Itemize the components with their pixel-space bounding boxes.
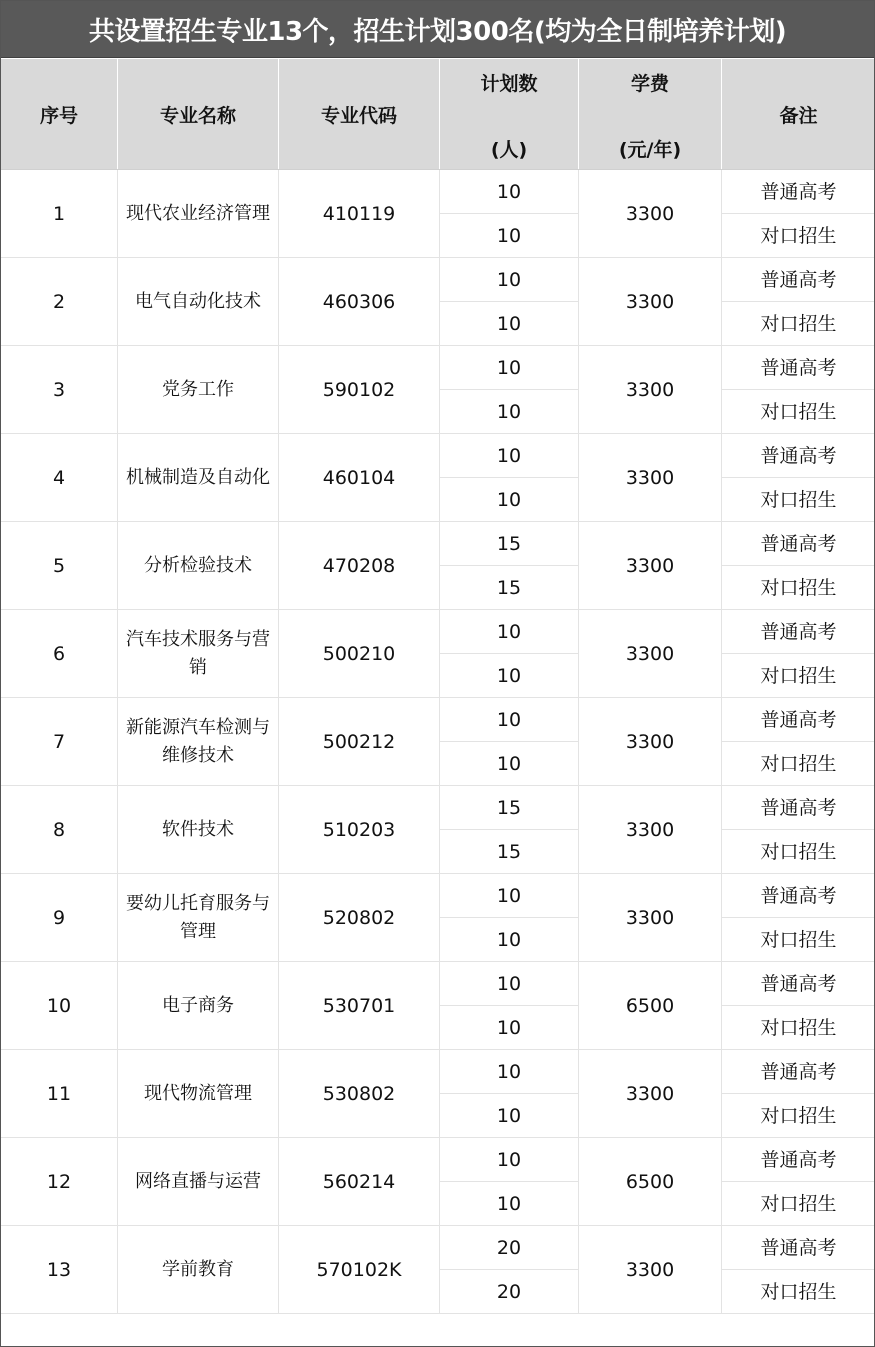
cell-major-code: 460306: [279, 258, 440, 346]
cell-note: 普通高考: [722, 434, 875, 478]
cell-major-name: 现代物流管理: [118, 1050, 279, 1138]
cell-major-code: 560214: [279, 1138, 440, 1226]
header-code: 专业代码: [279, 59, 440, 170]
cell-plan-count: 10: [440, 918, 579, 962]
cell-note: 对口招生: [722, 654, 875, 698]
cell-seq: 11: [1, 1050, 118, 1138]
cell-major-code: 410119: [279, 170, 440, 258]
cell-note: 对口招生: [722, 1182, 875, 1226]
cell-plan-count: 10: [440, 1182, 579, 1226]
cell-note: 对口招生: [722, 566, 875, 610]
cell-plan-count: 10: [440, 434, 579, 478]
cell-major-code: 530701: [279, 962, 440, 1050]
cell-note: 普通高考: [722, 258, 875, 302]
cell-note: 普通高考: [722, 786, 875, 830]
cell-note: 对口招生: [722, 1094, 875, 1138]
cell-major-code: 460104: [279, 434, 440, 522]
header-fee: [579, 59, 722, 170]
header-plan-line2: (人): [490, 139, 528, 161]
cell-seq: 1: [1, 170, 118, 258]
cell-note: 普通高考: [722, 698, 875, 742]
cell-tuition: 3300: [579, 258, 722, 346]
table-row: [1, 258, 875, 302]
cell-tuition: 3300: [579, 346, 722, 434]
table-row: [1, 786, 875, 830]
cell-plan-count: 10: [440, 1050, 579, 1094]
table-row: [1, 610, 875, 654]
table-row: [1, 170, 875, 214]
cell-plan-count: 20: [440, 1226, 579, 1270]
cell-plan-count: 10: [440, 390, 579, 434]
cell-note: 对口招生: [722, 390, 875, 434]
cell-plan-count: 15: [440, 566, 579, 610]
cell-note: 对口招生: [722, 478, 875, 522]
cell-plan-count: 10: [440, 214, 579, 258]
cell-tuition: 3300: [579, 434, 722, 522]
cell-major-name: 党务工作: [118, 346, 279, 434]
cell-major-name: 学前教育: [118, 1226, 279, 1314]
table-row: [1, 1226, 875, 1270]
cell-plan-count: 10: [440, 1138, 579, 1182]
cell-note: 普通高考: [722, 170, 875, 214]
cell-major-code: 590102: [279, 346, 440, 434]
page-title: 共设置招生专业13个，招生计划300名(均为全日制培养计划): [0, 0, 875, 58]
header-name: 专业名称: [118, 59, 279, 170]
cell-seq: 4: [1, 434, 118, 522]
table-row: [1, 962, 875, 1006]
cell-note: 普通高考: [722, 1138, 875, 1182]
cell-plan-count: 10: [440, 962, 579, 1006]
cell-note: 普通高考: [722, 874, 875, 918]
cell-seq: 3: [1, 346, 118, 434]
cell-major-code: 520802: [279, 874, 440, 962]
cell-major-code: 500210: [279, 610, 440, 698]
table-header: [1, 59, 875, 170]
cell-major-code: 500212: [279, 698, 440, 786]
cell-note: 对口招生: [722, 302, 875, 346]
table-row: [1, 346, 875, 390]
table-body: [1, 170, 875, 1314]
cell-plan-count: 10: [440, 874, 579, 918]
cell-plan-count: 10: [440, 1094, 579, 1138]
enrollment-table: [0, 58, 875, 1314]
cell-plan-count: 15: [440, 830, 579, 874]
cell-seq: 7: [1, 698, 118, 786]
table-row: [1, 1050, 875, 1094]
cell-major-name: 网络直播与运营: [118, 1138, 279, 1226]
cell-note: 普通高考: [722, 1226, 875, 1270]
header-note: 备注: [722, 59, 875, 170]
cell-tuition: 3300: [579, 522, 722, 610]
cell-plan-count: 10: [440, 698, 579, 742]
cell-note: 普通高考: [722, 610, 875, 654]
cell-note: 普通高考: [722, 346, 875, 390]
cell-seq: 9: [1, 874, 118, 962]
table-row: [1, 1138, 875, 1182]
header-seq: 序号: [1, 59, 118, 170]
cell-tuition: 6500: [579, 962, 722, 1050]
cell-plan-count: 10: [440, 258, 579, 302]
cell-major-code: 530802: [279, 1050, 440, 1138]
cell-major-code: 510203: [279, 786, 440, 874]
cell-plan-count: 20: [440, 1270, 579, 1314]
cell-tuition: 3300: [579, 1226, 722, 1314]
cell-plan-count: 10: [440, 1006, 579, 1050]
cell-note: 对口招生: [722, 214, 875, 258]
cell-seq: 13: [1, 1226, 118, 1314]
cell-seq: 6: [1, 610, 118, 698]
cell-major-name: 机械制造及自动化: [118, 434, 279, 522]
cell-note: 对口招生: [722, 1270, 875, 1314]
cell-major-name: 新能源汽车检测与维修技术: [118, 698, 279, 786]
cell-plan-count: 10: [440, 742, 579, 786]
cell-tuition: 3300: [579, 1050, 722, 1138]
cell-major-name: 软件技术: [118, 786, 279, 874]
cell-seq: 5: [1, 522, 118, 610]
cell-major-name: 分析检验技术: [118, 522, 279, 610]
cell-tuition: 3300: [579, 786, 722, 874]
table-row: [1, 434, 875, 478]
table-row: [1, 698, 875, 742]
cell-seq: 10: [1, 962, 118, 1050]
cell-major-code: 470208: [279, 522, 440, 610]
table-row: [1, 522, 875, 566]
cell-note: 对口招生: [722, 1006, 875, 1050]
cell-plan-count: 10: [440, 478, 579, 522]
cell-tuition: 3300: [579, 170, 722, 258]
cell-major-name: 汽车技术服务与营销: [118, 610, 279, 698]
cell-note: 对口招生: [722, 830, 875, 874]
cell-major-name: 电气自动化技术: [118, 258, 279, 346]
cell-seq: 8: [1, 786, 118, 874]
cell-major-name: 现代农业经济管理: [118, 170, 279, 258]
cell-note: 普通高考: [722, 522, 875, 566]
cell-major-name: 要幼儿托育服务与管理: [118, 874, 279, 962]
cell-plan-count: 10: [440, 170, 579, 214]
cell-tuition: 6500: [579, 1138, 722, 1226]
cell-seq: 12: [1, 1138, 118, 1226]
cell-plan-count: 10: [440, 654, 579, 698]
cell-seq: 2: [1, 258, 118, 346]
cell-plan-count: 15: [440, 522, 579, 566]
cell-plan-count: 15: [440, 786, 579, 830]
cell-note: 普通高考: [722, 1050, 875, 1094]
header-fee-line2: (元/年): [618, 139, 682, 161]
cell-note: 对口招生: [722, 918, 875, 962]
cell-major-name: 电子商务: [118, 962, 279, 1050]
cell-plan-count: 10: [440, 302, 579, 346]
cell-tuition: 3300: [579, 874, 722, 962]
header-fee-line1: 学费: [630, 73, 669, 95]
cell-note: 对口招生: [722, 742, 875, 786]
cell-major-code: 570102K: [279, 1226, 440, 1314]
cell-plan-count: 10: [440, 346, 579, 390]
table-row: [1, 874, 875, 918]
header-plan-line1: 计划数: [480, 73, 538, 95]
cell-plan-count: 10: [440, 610, 579, 654]
cell-tuition: 3300: [579, 610, 722, 698]
cell-note: 普通高考: [722, 962, 875, 1006]
cell-tuition: 3300: [579, 698, 722, 786]
header-plan: [440, 59, 579, 170]
